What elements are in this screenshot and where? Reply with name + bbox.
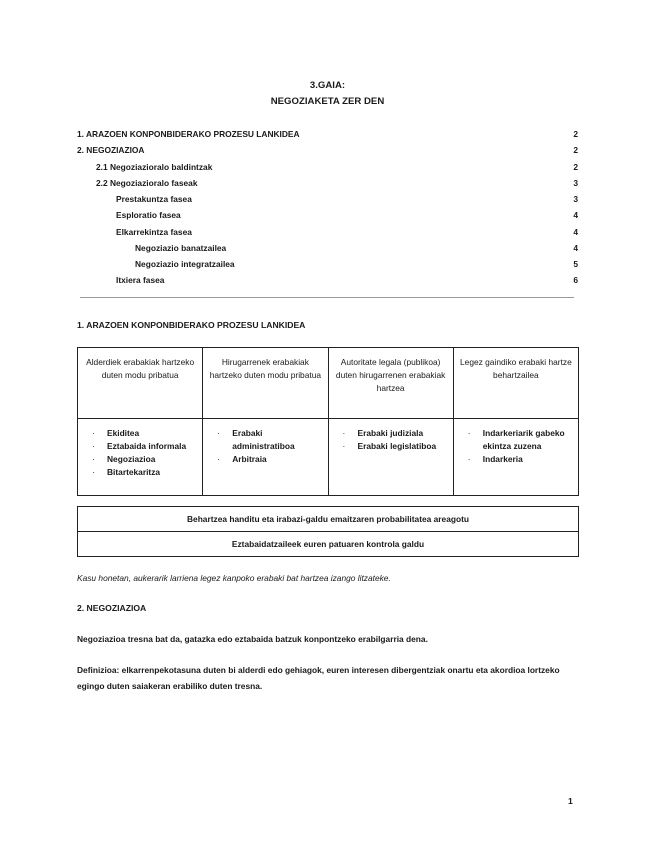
toc-entry[interactable]: [77, 129, 578, 143]
bullet-list: [213, 427, 321, 466]
bullet-glyph: ·: [92, 428, 95, 438]
dispute-resolution-table: [77, 347, 579, 496]
column-header: Alderdiek erabakiak hartzeko duten modu pribatua: [78, 348, 203, 419]
paragraph: Negoziazioa tresna bat da, gatazka edo eztabaida batzuk konpontzeko erabilgarria dena.: [77, 634, 428, 644]
list-item: [88, 440, 196, 453]
toc-entry[interactable]: [77, 259, 578, 273]
toc-entry-label: Itxiera fasea: [116, 275, 165, 285]
toc-entry-label: Esploratio fasea: [116, 210, 181, 220]
toc-entry-label: 2.2 Negoziazioralo faseak: [96, 178, 198, 188]
toc-entry-page: 3: [573, 194, 578, 204]
column-items: [328, 419, 453, 496]
toc-entry-page: 3: [573, 178, 578, 188]
outcome-row: Behartzea handitu eta irabazi-galdu emaitzaren probabilitatea areagotu: [78, 507, 579, 532]
bullet-glyph: ·: [92, 441, 95, 451]
toc-entry-label: 2. NEGOZIAZIOA: [77, 145, 145, 155]
chapter-title: NEGOZIAKETA ZER DEN: [270, 96, 385, 107]
toc-entry-page: 5: [573, 259, 578, 269]
list-item: [213, 453, 321, 466]
toc-entry[interactable]: [77, 178, 578, 192]
toc-entry-page: 2: [573, 145, 578, 155]
italic-note: Kasu honetan, aukerarik larriena legez kanpoko erabaki bat hartzea izango litzateke.: [77, 573, 391, 583]
list-item: [213, 427, 321, 453]
list-item-text: Negoziazioa: [107, 454, 156, 464]
toc-entry-label: Negoziazio banatzailea: [135, 243, 227, 253]
list-item: [339, 427, 447, 440]
toc-entry[interactable]: [77, 145, 578, 159]
list-item: [88, 453, 196, 466]
bullet-glyph: ·: [92, 454, 95, 464]
bullet-glyph: ·: [92, 467, 95, 477]
list-item: [88, 427, 196, 440]
list-item-text: Erabaki administratiboa: [232, 428, 295, 451]
column-items: [203, 419, 328, 496]
toc-divider: [80, 297, 574, 298]
list-item-text: Indarkeria: [482, 454, 523, 464]
section-1-heading: 1. ARAZOEN KONPONBIDERAKO PROZESU LANKIDEA: [77, 320, 306, 330]
bullet-list: [464, 427, 572, 466]
list-item-text: Erabaki legislatiboa: [357, 441, 437, 451]
chapter-number: 3.GAIA:: [309, 80, 346, 91]
list-item-text: Ekiditea: [107, 428, 140, 438]
toc-entry[interactable]: [77, 275, 578, 289]
toc-entry[interactable]: [77, 194, 578, 208]
list-item: [464, 453, 572, 466]
bullet-list: [88, 427, 196, 479]
list-item-text: Arbitraia: [232, 454, 267, 464]
toc-entry-label: 1. ARAZOEN KONPONBIDERAKO PROZESU LANKIDEA: [77, 129, 300, 139]
toc-entry-label: 2.1 Negoziazioralo baldintzak: [96, 162, 213, 172]
bullet-glyph: ·: [217, 454, 221, 464]
definition-paragraph: Definizioa: elkarrenpekotasuna duten bi alderdi edo gehiagok, euren interesen dibergentziak onartu eta akordioa lortzeko egingo duten saiakeran erabiliko duten tresna.: [77, 665, 560, 691]
bullet-glyph: ·: [467, 454, 471, 464]
toc-entry-label: Prestakuntza fasea: [116, 194, 192, 204]
section-2-heading: 2. NEGOZIAZIOA: [77, 603, 147, 613]
list-item: [88, 466, 196, 479]
list-item-text: Indarkeriarik gabeko ekintza zuzena: [482, 428, 565, 451]
toc-entry-page: 4: [573, 227, 578, 237]
toc-entry-label: Negoziazio integratzailea: [135, 259, 235, 269]
toc-entry[interactable]: [77, 210, 578, 224]
toc-entry[interactable]: [77, 243, 578, 257]
column-header: Hirugarrenek erabakiak hartzeko duten modu pribatua: [203, 348, 328, 419]
list-item: [339, 440, 447, 453]
bullet-list: [339, 427, 447, 453]
list-item-text: Erabaki judiziala: [357, 428, 424, 438]
toc-entry-label: Elkarrekintza fasea: [116, 227, 192, 237]
column-header: Legez gaindiko erabaki hartze behartzailea: [453, 348, 578, 419]
toc-entry[interactable]: [77, 227, 578, 241]
page-number: 1: [568, 796, 573, 806]
list-item: [464, 427, 572, 453]
toc-entry-page: 2: [573, 162, 578, 172]
list-item-text: Bitartekaritza: [107, 467, 161, 477]
toc-entry[interactable]: [77, 162, 578, 176]
bullet-glyph: ·: [467, 428, 471, 438]
toc-entry-page: 4: [573, 210, 578, 220]
toc-entry-page: 6: [573, 275, 578, 285]
column-items: [453, 419, 578, 496]
list-item-text: Eztabaida informala: [107, 441, 187, 451]
outcome-table: [77, 506, 579, 557]
outcome-row: Eztabaidatzaileek euren patuaren kontrola galdu: [78, 532, 579, 557]
bullet-glyph: ·: [342, 428, 346, 438]
bullet-glyph: ·: [217, 428, 221, 438]
bullet-glyph: ·: [342, 441, 346, 451]
toc-entry-page: 4: [573, 243, 578, 253]
column-items: [78, 419, 203, 496]
column-header: Autoritate legala (publikoa) duten hirugarrenen erabakiak hartzea: [328, 348, 453, 419]
toc-entry-page: 2: [573, 129, 578, 139]
